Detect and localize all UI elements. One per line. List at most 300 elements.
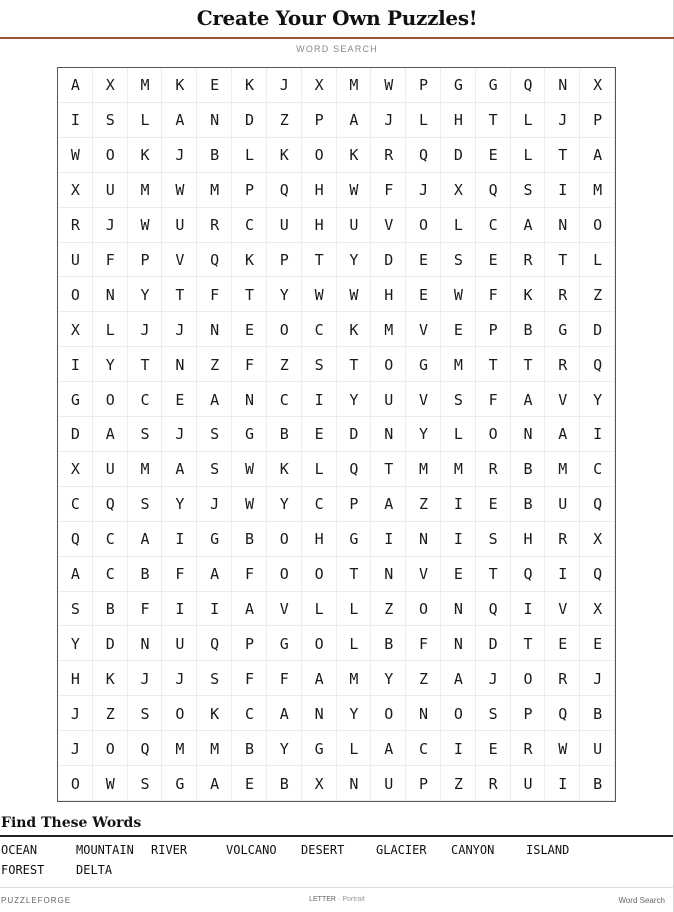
grid-cell[interactable]: J (58, 696, 93, 731)
grid-cell[interactable]: M (580, 173, 615, 208)
grid-cell[interactable]: C (406, 731, 441, 766)
grid-cell[interactable]: B (93, 592, 128, 627)
grid-cell[interactable]: A (302, 661, 337, 696)
grid-cell[interactable]: G (197, 522, 232, 557)
grid-cell[interactable]: O (441, 696, 476, 731)
grid-cell[interactable]: T (337, 557, 372, 592)
grid-cell[interactable]: M (441, 347, 476, 382)
grid-cell[interactable]: Y (58, 626, 93, 661)
grid-cell[interactable]: S (511, 173, 546, 208)
grid-cell[interactable]: X (580, 68, 615, 103)
grid-cell[interactable]: Y (371, 661, 406, 696)
grid-cell[interactable]: F (128, 592, 163, 627)
grid-cell[interactable]: O (93, 382, 128, 417)
grid-cell[interactable]: F (267, 661, 302, 696)
grid-cell[interactable]: R (476, 766, 511, 801)
grid-cell[interactable]: J (580, 661, 615, 696)
grid-cell[interactable]: J (128, 661, 163, 696)
grid-cell[interactable]: P (302, 103, 337, 138)
grid-cell[interactable]: O (302, 557, 337, 592)
grid-cell[interactable]: P (232, 626, 267, 661)
grid-cell[interactable]: Y (337, 243, 372, 278)
grid-cell[interactable]: S (93, 103, 128, 138)
grid-cell[interactable]: T (128, 347, 163, 382)
grid-cell[interactable]: Q (267, 173, 302, 208)
grid-cell[interactable]: A (580, 138, 615, 173)
grid-cell[interactable]: K (197, 696, 232, 731)
grid-cell[interactable]: A (128, 522, 163, 557)
grid-cell[interactable]: N (545, 68, 580, 103)
grid-cell[interactable]: X (302, 766, 337, 801)
grid-cell[interactable]: G (302, 731, 337, 766)
grid-cell[interactable]: Q (128, 731, 163, 766)
grid-cell[interactable]: F (93, 243, 128, 278)
grid-cell[interactable]: H (511, 522, 546, 557)
grid-cell[interactable]: W (337, 277, 372, 312)
grid-cell[interactable]: A (58, 557, 93, 592)
grid-cell[interactable]: Q (545, 696, 580, 731)
grid-cell[interactable]: E (162, 382, 197, 417)
grid-cell[interactable]: V (406, 557, 441, 592)
grid-cell[interactable]: Q (197, 243, 232, 278)
grid-cell[interactable]: L (580, 243, 615, 278)
grid-cell[interactable]: S (58, 592, 93, 627)
grid-cell[interactable]: C (93, 557, 128, 592)
grid-cell[interactable]: W (545, 731, 580, 766)
grid-cell[interactable]: T (545, 138, 580, 173)
grid-cell[interactable]: L (302, 592, 337, 627)
grid-cell[interactable]: Y (406, 417, 441, 452)
grid-cell[interactable]: X (58, 452, 93, 487)
grid-cell[interactable]: T (162, 277, 197, 312)
grid-cell[interactable]: D (371, 243, 406, 278)
grid-cell[interactable]: H (58, 661, 93, 696)
grid-cell[interactable]: Q (337, 452, 372, 487)
grid-cell[interactable]: X (93, 68, 128, 103)
grid-cell[interactable]: E (580, 626, 615, 661)
grid-cell[interactable]: A (232, 592, 267, 627)
grid-cell[interactable]: N (162, 347, 197, 382)
grid-cell[interactable]: E (406, 277, 441, 312)
grid-cell[interactable]: P (406, 766, 441, 801)
grid-cell[interactable]: E (441, 557, 476, 592)
grid-cell[interactable]: N (511, 417, 546, 452)
grid-cell[interactable]: R (476, 452, 511, 487)
grid-cell[interactable]: X (58, 312, 93, 347)
grid-cell[interactable]: R (545, 277, 580, 312)
grid-cell[interactable]: T (511, 347, 546, 382)
grid-cell[interactable]: O (267, 557, 302, 592)
grid-cell[interactable]: M (197, 731, 232, 766)
grid-cell[interactable]: D (58, 417, 93, 452)
grid-cell[interactable]: A (337, 103, 372, 138)
grid-cell[interactable]: C (267, 382, 302, 417)
grid-cell[interactable]: Q (93, 487, 128, 522)
grid-cell[interactable]: E (232, 312, 267, 347)
grid-cell[interactable]: U (58, 243, 93, 278)
grid-cell[interactable]: L (302, 452, 337, 487)
grid-cell[interactable]: G (58, 382, 93, 417)
grid-cell[interactable]: O (162, 696, 197, 731)
grid-cell[interactable]: S (197, 417, 232, 452)
grid-cell[interactable]: K (128, 138, 163, 173)
grid-cell[interactable]: I (162, 522, 197, 557)
grid-cell[interactable]: V (162, 243, 197, 278)
grid-cell[interactable]: J (128, 312, 163, 347)
grid-cell[interactable]: I (511, 592, 546, 627)
grid-cell[interactable]: E (441, 312, 476, 347)
grid-cell[interactable]: B (232, 731, 267, 766)
grid-cell[interactable]: K (337, 312, 372, 347)
grid-cell[interactable]: X (58, 173, 93, 208)
grid-cell[interactable]: Q (511, 68, 546, 103)
grid-cell[interactable]: O (267, 522, 302, 557)
grid-cell[interactable]: N (406, 696, 441, 731)
grid-cell[interactable]: M (337, 661, 372, 696)
grid-cell[interactable]: N (197, 103, 232, 138)
grid-cell[interactable]: Q (580, 347, 615, 382)
grid-cell[interactable]: B (267, 417, 302, 452)
grid-cell[interactable]: F (476, 382, 511, 417)
grid-cell[interactable]: O (302, 626, 337, 661)
grid-cell[interactable]: Q (580, 487, 615, 522)
grid-cell[interactable]: Y (337, 382, 372, 417)
grid-cell[interactable]: J (93, 208, 128, 243)
grid-cell[interactable]: M (545, 452, 580, 487)
grid-cell[interactable]: O (58, 277, 93, 312)
grid-cell[interactable]: D (337, 417, 372, 452)
grid-cell[interactable]: Z (267, 103, 302, 138)
grid-cell[interactable]: L (511, 103, 546, 138)
grid-cell[interactable]: P (232, 173, 267, 208)
grid-cell[interactable]: N (93, 277, 128, 312)
grid-cell[interactable]: F (197, 277, 232, 312)
grid-cell[interactable]: I (441, 731, 476, 766)
grid-cell[interactable]: J (162, 417, 197, 452)
grid-cell[interactable]: Z (580, 277, 615, 312)
grid-cell[interactable]: F (232, 347, 267, 382)
grid-cell[interactable]: B (580, 766, 615, 801)
grid-cell[interactable]: K (267, 452, 302, 487)
grid-cell[interactable]: E (232, 766, 267, 801)
grid-cell[interactable]: C (58, 487, 93, 522)
grid-cell[interactable]: C (128, 382, 163, 417)
grid-cell[interactable]: D (476, 626, 511, 661)
grid-cell[interactable]: K (162, 68, 197, 103)
grid-cell[interactable]: V (545, 592, 580, 627)
grid-cell[interactable]: F (232, 661, 267, 696)
grid-cell[interactable]: Y (580, 382, 615, 417)
grid-cell[interactable]: V (545, 382, 580, 417)
grid-cell[interactable]: J (371, 103, 406, 138)
grid-cell[interactable]: I (441, 487, 476, 522)
grid-cell[interactable]: T (371, 452, 406, 487)
grid-cell[interactable]: H (302, 522, 337, 557)
grid-cell[interactable]: H (302, 173, 337, 208)
grid-cell[interactable]: P (337, 487, 372, 522)
grid-cell[interactable]: I (58, 103, 93, 138)
grid-cell[interactable]: A (162, 103, 197, 138)
grid-cell[interactable]: O (302, 138, 337, 173)
grid-cell[interactable]: A (58, 68, 93, 103)
grid-cell[interactable]: O (371, 347, 406, 382)
grid-cell[interactable]: R (371, 138, 406, 173)
grid-cell[interactable]: U (267, 208, 302, 243)
grid-cell[interactable]: R (197, 208, 232, 243)
grid-cell[interactable]: S (197, 452, 232, 487)
grid-cell[interactable]: P (128, 243, 163, 278)
grid-cell[interactable]: J (162, 312, 197, 347)
grid-cell[interactable]: Z (371, 592, 406, 627)
grid-cell[interactable]: P (267, 243, 302, 278)
grid-cell[interactable]: X (580, 522, 615, 557)
grid-cell[interactable]: N (545, 208, 580, 243)
grid-cell[interactable]: H (441, 103, 476, 138)
grid-cell[interactable]: N (371, 557, 406, 592)
grid-cell[interactable]: I (58, 347, 93, 382)
grid-cell[interactable]: I (580, 417, 615, 452)
grid-cell[interactable]: B (511, 312, 546, 347)
grid-cell[interactable]: E (476, 243, 511, 278)
grid-cell[interactable]: K (232, 68, 267, 103)
grid-cell[interactable]: E (476, 138, 511, 173)
grid-cell[interactable]: S (128, 696, 163, 731)
grid-cell[interactable]: M (441, 452, 476, 487)
grid-cell[interactable]: S (441, 382, 476, 417)
grid-cell[interactable]: W (337, 173, 372, 208)
grid-cell[interactable]: A (511, 382, 546, 417)
grid-cell[interactable]: E (197, 68, 232, 103)
grid-cell[interactable]: S (441, 243, 476, 278)
grid-cell[interactable]: N (128, 626, 163, 661)
grid-cell[interactable]: G (476, 68, 511, 103)
grid-cell[interactable]: T (545, 243, 580, 278)
grid-cell[interactable]: J (545, 103, 580, 138)
grid-cell[interactable]: H (371, 277, 406, 312)
grid-cell[interactable]: D (93, 626, 128, 661)
grid-cell[interactable]: F (232, 557, 267, 592)
grid-cell[interactable]: I (441, 522, 476, 557)
grid-cell[interactable]: O (93, 731, 128, 766)
grid-cell[interactable]: X (580, 592, 615, 627)
grid-cell[interactable]: S (476, 522, 511, 557)
grid-cell[interactable]: N (302, 696, 337, 731)
grid-cell[interactable]: N (406, 522, 441, 557)
grid-cell[interactable]: I (197, 592, 232, 627)
grid-cell[interactable]: I (545, 766, 580, 801)
grid-cell[interactable]: H (302, 208, 337, 243)
grid-cell[interactable]: Q (58, 522, 93, 557)
grid-cell[interactable]: G (267, 626, 302, 661)
grid-cell[interactable]: O (267, 312, 302, 347)
grid-cell[interactable]: B (580, 696, 615, 731)
grid-cell[interactable]: F (162, 557, 197, 592)
grid-cell[interactable]: P (580, 103, 615, 138)
grid-cell[interactable]: K (232, 243, 267, 278)
grid-cell[interactable]: A (197, 766, 232, 801)
grid-cell[interactable]: Q (476, 173, 511, 208)
grid-cell[interactable]: I (302, 382, 337, 417)
grid-cell[interactable]: S (128, 766, 163, 801)
grid-cell[interactable]: B (197, 138, 232, 173)
grid-cell[interactable]: N (197, 312, 232, 347)
grid-cell[interactable]: C (302, 487, 337, 522)
grid-cell[interactable]: Y (267, 277, 302, 312)
grid-cell[interactable]: S (197, 661, 232, 696)
grid-cell[interactable]: U (371, 382, 406, 417)
grid-cell[interactable]: Z (406, 487, 441, 522)
grid-cell[interactable]: A (371, 731, 406, 766)
grid-cell[interactable]: W (93, 766, 128, 801)
grid-cell[interactable]: Z (93, 696, 128, 731)
grid-cell[interactable]: W (128, 208, 163, 243)
grid-cell[interactable]: D (232, 103, 267, 138)
grid-cell[interactable]: T (302, 243, 337, 278)
grid-cell[interactable]: U (93, 173, 128, 208)
grid-cell[interactable]: O (580, 208, 615, 243)
grid-cell[interactable]: K (337, 138, 372, 173)
grid-cell[interactable]: M (406, 452, 441, 487)
grid-cell[interactable]: B (232, 522, 267, 557)
grid-cell[interactable]: L (128, 103, 163, 138)
grid-cell[interactable]: C (93, 522, 128, 557)
grid-cell[interactable]: Q (406, 138, 441, 173)
grid-cell[interactable]: A (93, 417, 128, 452)
grid-cell[interactable]: R (58, 208, 93, 243)
grid-cell[interactable]: O (406, 592, 441, 627)
grid-cell[interactable]: J (162, 661, 197, 696)
grid-cell[interactable]: G (545, 312, 580, 347)
grid-cell[interactable]: L (406, 103, 441, 138)
grid-cell[interactable]: G (232, 417, 267, 452)
grid-cell[interactable]: Y (337, 696, 372, 731)
grid-cell[interactable]: N (371, 417, 406, 452)
grid-cell[interactable]: D (580, 312, 615, 347)
grid-cell[interactable]: F (476, 277, 511, 312)
grid-cell[interactable]: X (441, 173, 476, 208)
grid-cell[interactable]: T (511, 626, 546, 661)
grid-cell[interactable]: O (406, 208, 441, 243)
grid-cell[interactable]: Y (93, 347, 128, 382)
grid-cell[interactable]: U (337, 208, 372, 243)
grid-cell[interactable]: Y (267, 731, 302, 766)
grid-cell[interactable]: W (371, 68, 406, 103)
word-search-grid[interactable] (57, 67, 616, 802)
grid-cell[interactable]: Y (162, 487, 197, 522)
grid-cell[interactable]: G (406, 347, 441, 382)
grid-cell[interactable]: J (162, 138, 197, 173)
grid-cell[interactable]: G (337, 522, 372, 557)
grid-cell[interactable]: A (441, 661, 476, 696)
grid-cell[interactable]: S (128, 417, 163, 452)
grid-cell[interactable]: I (545, 173, 580, 208)
grid-cell[interactable]: S (476, 696, 511, 731)
grid-cell[interactable]: L (232, 138, 267, 173)
grid-cell[interactable]: W (441, 277, 476, 312)
grid-cell[interactable]: C (580, 452, 615, 487)
grid-cell[interactable]: Z (441, 766, 476, 801)
grid-cell[interactable]: A (197, 382, 232, 417)
grid-cell[interactable]: M (197, 173, 232, 208)
grid-cell[interactable]: N (441, 626, 476, 661)
grid-cell[interactable]: Z (406, 661, 441, 696)
grid-cell[interactable]: L (93, 312, 128, 347)
grid-cell[interactable]: B (267, 766, 302, 801)
grid-cell[interactable]: O (371, 696, 406, 731)
grid-cell[interactable]: R (511, 243, 546, 278)
grid-cell[interactable]: U (162, 208, 197, 243)
grid-cell[interactable]: T (232, 277, 267, 312)
grid-cell[interactable]: Z (267, 347, 302, 382)
grid-cell[interactable]: J (197, 487, 232, 522)
grid-cell[interactable]: R (545, 347, 580, 382)
grid-cell[interactable]: I (545, 557, 580, 592)
grid-cell[interactable]: C (232, 208, 267, 243)
grid-cell[interactable]: L (337, 731, 372, 766)
grid-cell[interactable]: P (476, 312, 511, 347)
grid-cell[interactable]: S (128, 487, 163, 522)
grid-cell[interactable]: M (371, 312, 406, 347)
grid-cell[interactable]: Q (197, 626, 232, 661)
grid-cell[interactable]: R (545, 661, 580, 696)
grid-cell[interactable]: J (58, 731, 93, 766)
grid-cell[interactable]: E (476, 731, 511, 766)
grid-cell[interactable]: V (371, 208, 406, 243)
grid-cell[interactable]: T (337, 347, 372, 382)
grid-cell[interactable]: C (232, 696, 267, 731)
grid-cell[interactable]: A (267, 696, 302, 731)
grid-cell[interactable]: P (406, 68, 441, 103)
grid-cell[interactable]: M (128, 68, 163, 103)
grid-cell[interactable]: V (406, 312, 441, 347)
grid-cell[interactable]: A (197, 557, 232, 592)
grid-cell[interactable]: J (476, 661, 511, 696)
grid-cell[interactable]: Y (128, 277, 163, 312)
grid-cell[interactable]: S (302, 347, 337, 382)
grid-cell[interactable]: O (476, 417, 511, 452)
grid-cell[interactable]: N (337, 766, 372, 801)
grid-cell[interactable]: M (128, 173, 163, 208)
grid-cell[interactable]: N (232, 382, 267, 417)
grid-cell[interactable]: V (406, 382, 441, 417)
grid-cell[interactable]: E (476, 487, 511, 522)
grid-cell[interactable]: J (267, 68, 302, 103)
grid-cell[interactable]: J (406, 173, 441, 208)
grid-cell[interactable]: B (511, 487, 546, 522)
grid-cell[interactable]: Q (476, 592, 511, 627)
grid-cell[interactable]: A (511, 208, 546, 243)
grid-cell[interactable]: R (511, 731, 546, 766)
grid-cell[interactable]: T (476, 103, 511, 138)
grid-cell[interactable]: U (580, 731, 615, 766)
grid-cell[interactable]: L (441, 208, 476, 243)
grid-cell[interactable]: B (128, 557, 163, 592)
grid-cell[interactable]: B (371, 626, 406, 661)
grid-cell[interactable]: E (406, 243, 441, 278)
grid-cell[interactable]: L (441, 417, 476, 452)
grid-cell[interactable]: T (476, 557, 511, 592)
grid-cell[interactable]: W (232, 487, 267, 522)
grid-cell[interactable]: E (545, 626, 580, 661)
grid-cell[interactable]: P (511, 696, 546, 731)
grid-cell[interactable]: O (58, 766, 93, 801)
grid-cell[interactable]: M (162, 731, 197, 766)
grid-cell[interactable]: K (511, 277, 546, 312)
grid-cell[interactable]: K (267, 138, 302, 173)
grid-cell[interactable]: Q (580, 557, 615, 592)
grid-cell[interactable]: Q (511, 557, 546, 592)
grid-cell[interactable]: U (511, 766, 546, 801)
